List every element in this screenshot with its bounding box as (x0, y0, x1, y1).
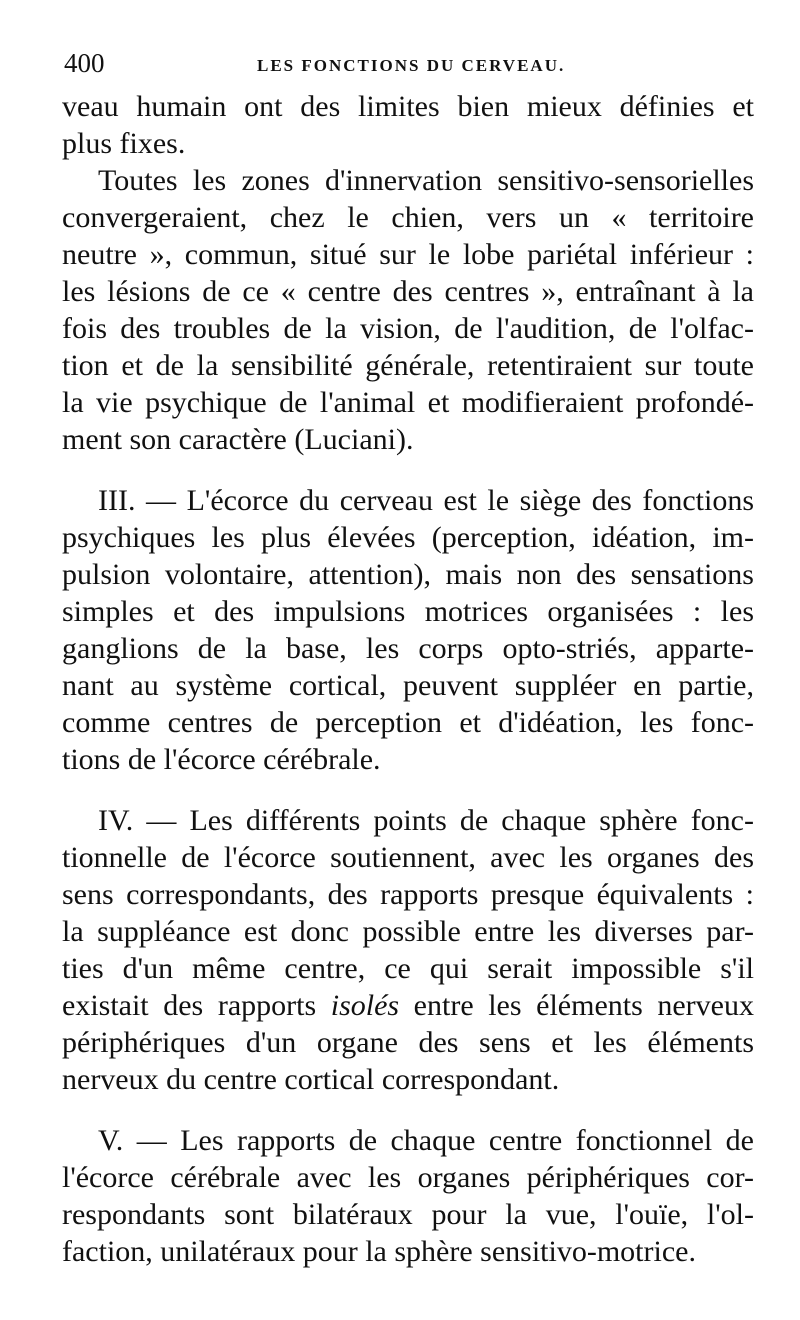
text-line: périphériques d'un organe des sens et les éléments (62, 1026, 754, 1059)
text-line: la vie psychique de l'animal et modifieraient profondé- (62, 386, 754, 419)
paragraph-luciani (62, 162, 754, 458)
text-line: plus fixes. (62, 127, 186, 160)
text-line: nerveux du centre cortical correspondant. (62, 1063, 560, 1096)
text-line: veau humain ont des limites bien mieux définies et (62, 90, 754, 123)
paragraph-section-iii (62, 482, 754, 778)
text-line: IV. — Les différents points de chaque sphère fonc- (98, 804, 754, 837)
text-line: faction, unilatéraux pour la sphère sensitivo-motrice. (62, 1235, 696, 1268)
paragraph-continuation (62, 88, 754, 162)
italic-word: isolés (330, 989, 400, 1022)
text-line: ganglions de la base, les corps opto-striés, apparte- (62, 632, 754, 665)
paragraph-gap (62, 458, 754, 482)
text-line: Toutes les zones d'innervation sensitivo-sensorielles (98, 164, 754, 197)
text-line: convergeraient, chez le chien, vers un « territoire (62, 201, 754, 234)
text-line: ties d'un même centre, ce qui serait impossible s'il (62, 952, 754, 985)
text-line: comme centres de perception et d'idéation, les fonc- (62, 706, 754, 739)
text-line: les lésions de ce « centre des centres », entraînant à la (62, 275, 754, 308)
text-line: sens correspondants, des rapports presque équivalents : (62, 878, 754, 911)
book-page (62, 40, 754, 1270)
paragraph-section-iv (62, 802, 754, 1098)
body-text (62, 88, 754, 1270)
text-line: simples et des impulsions motrices organisées : les (62, 595, 754, 628)
text-line: nant au système cortical, peuvent suppléer en partie, (62, 669, 754, 702)
text-line: psychiques les plus élevées (perception, idéation, im- (62, 521, 754, 554)
text-line: tionnelle de l'écorce soutiennent, avec les organes des (62, 841, 754, 874)
text-line: pulsion volontaire, attention), mais non des sensations (62, 558, 754, 591)
text-line: existait des rapports isolés entre les éléments nerveux (62, 989, 754, 1022)
text-line: neutre », commun, situé sur le lobe pariétal inférieur : (62, 238, 754, 271)
text-line: fois des troubles de la vision, de l'audition, de l'olfac- (62, 312, 754, 345)
page-header (62, 40, 754, 88)
text-line: ment son caractère (Luciani). (62, 423, 414, 456)
text-line: III. — L'écorce du cerveau est le siège des fonctions (98, 484, 754, 517)
page-number: 400 (64, 48, 105, 78)
text-line: tion et de la sensibilité générale, retentiraient sur toute (62, 349, 754, 382)
text-line: respondants sont bilatéraux pour la vue, l'ouïe, l'ol- (62, 1198, 754, 1231)
paragraph-section-v (62, 1122, 754, 1270)
text-line: l'écorce cérébrale avec les organes périphériques cor- (62, 1161, 754, 1194)
text-line: tions de l'écorce cérébrale. (62, 743, 381, 776)
paragraph-gap (62, 778, 754, 802)
text-line: V. — Les rapports de chaque centre fonctionnel de (98, 1124, 754, 1157)
running-head: LES FONCTIONS DU CERVEAU. (257, 56, 566, 75)
paragraph-gap (62, 1098, 754, 1122)
text-line: la suppléance est donc possible entre les diverses par- (62, 915, 754, 948)
